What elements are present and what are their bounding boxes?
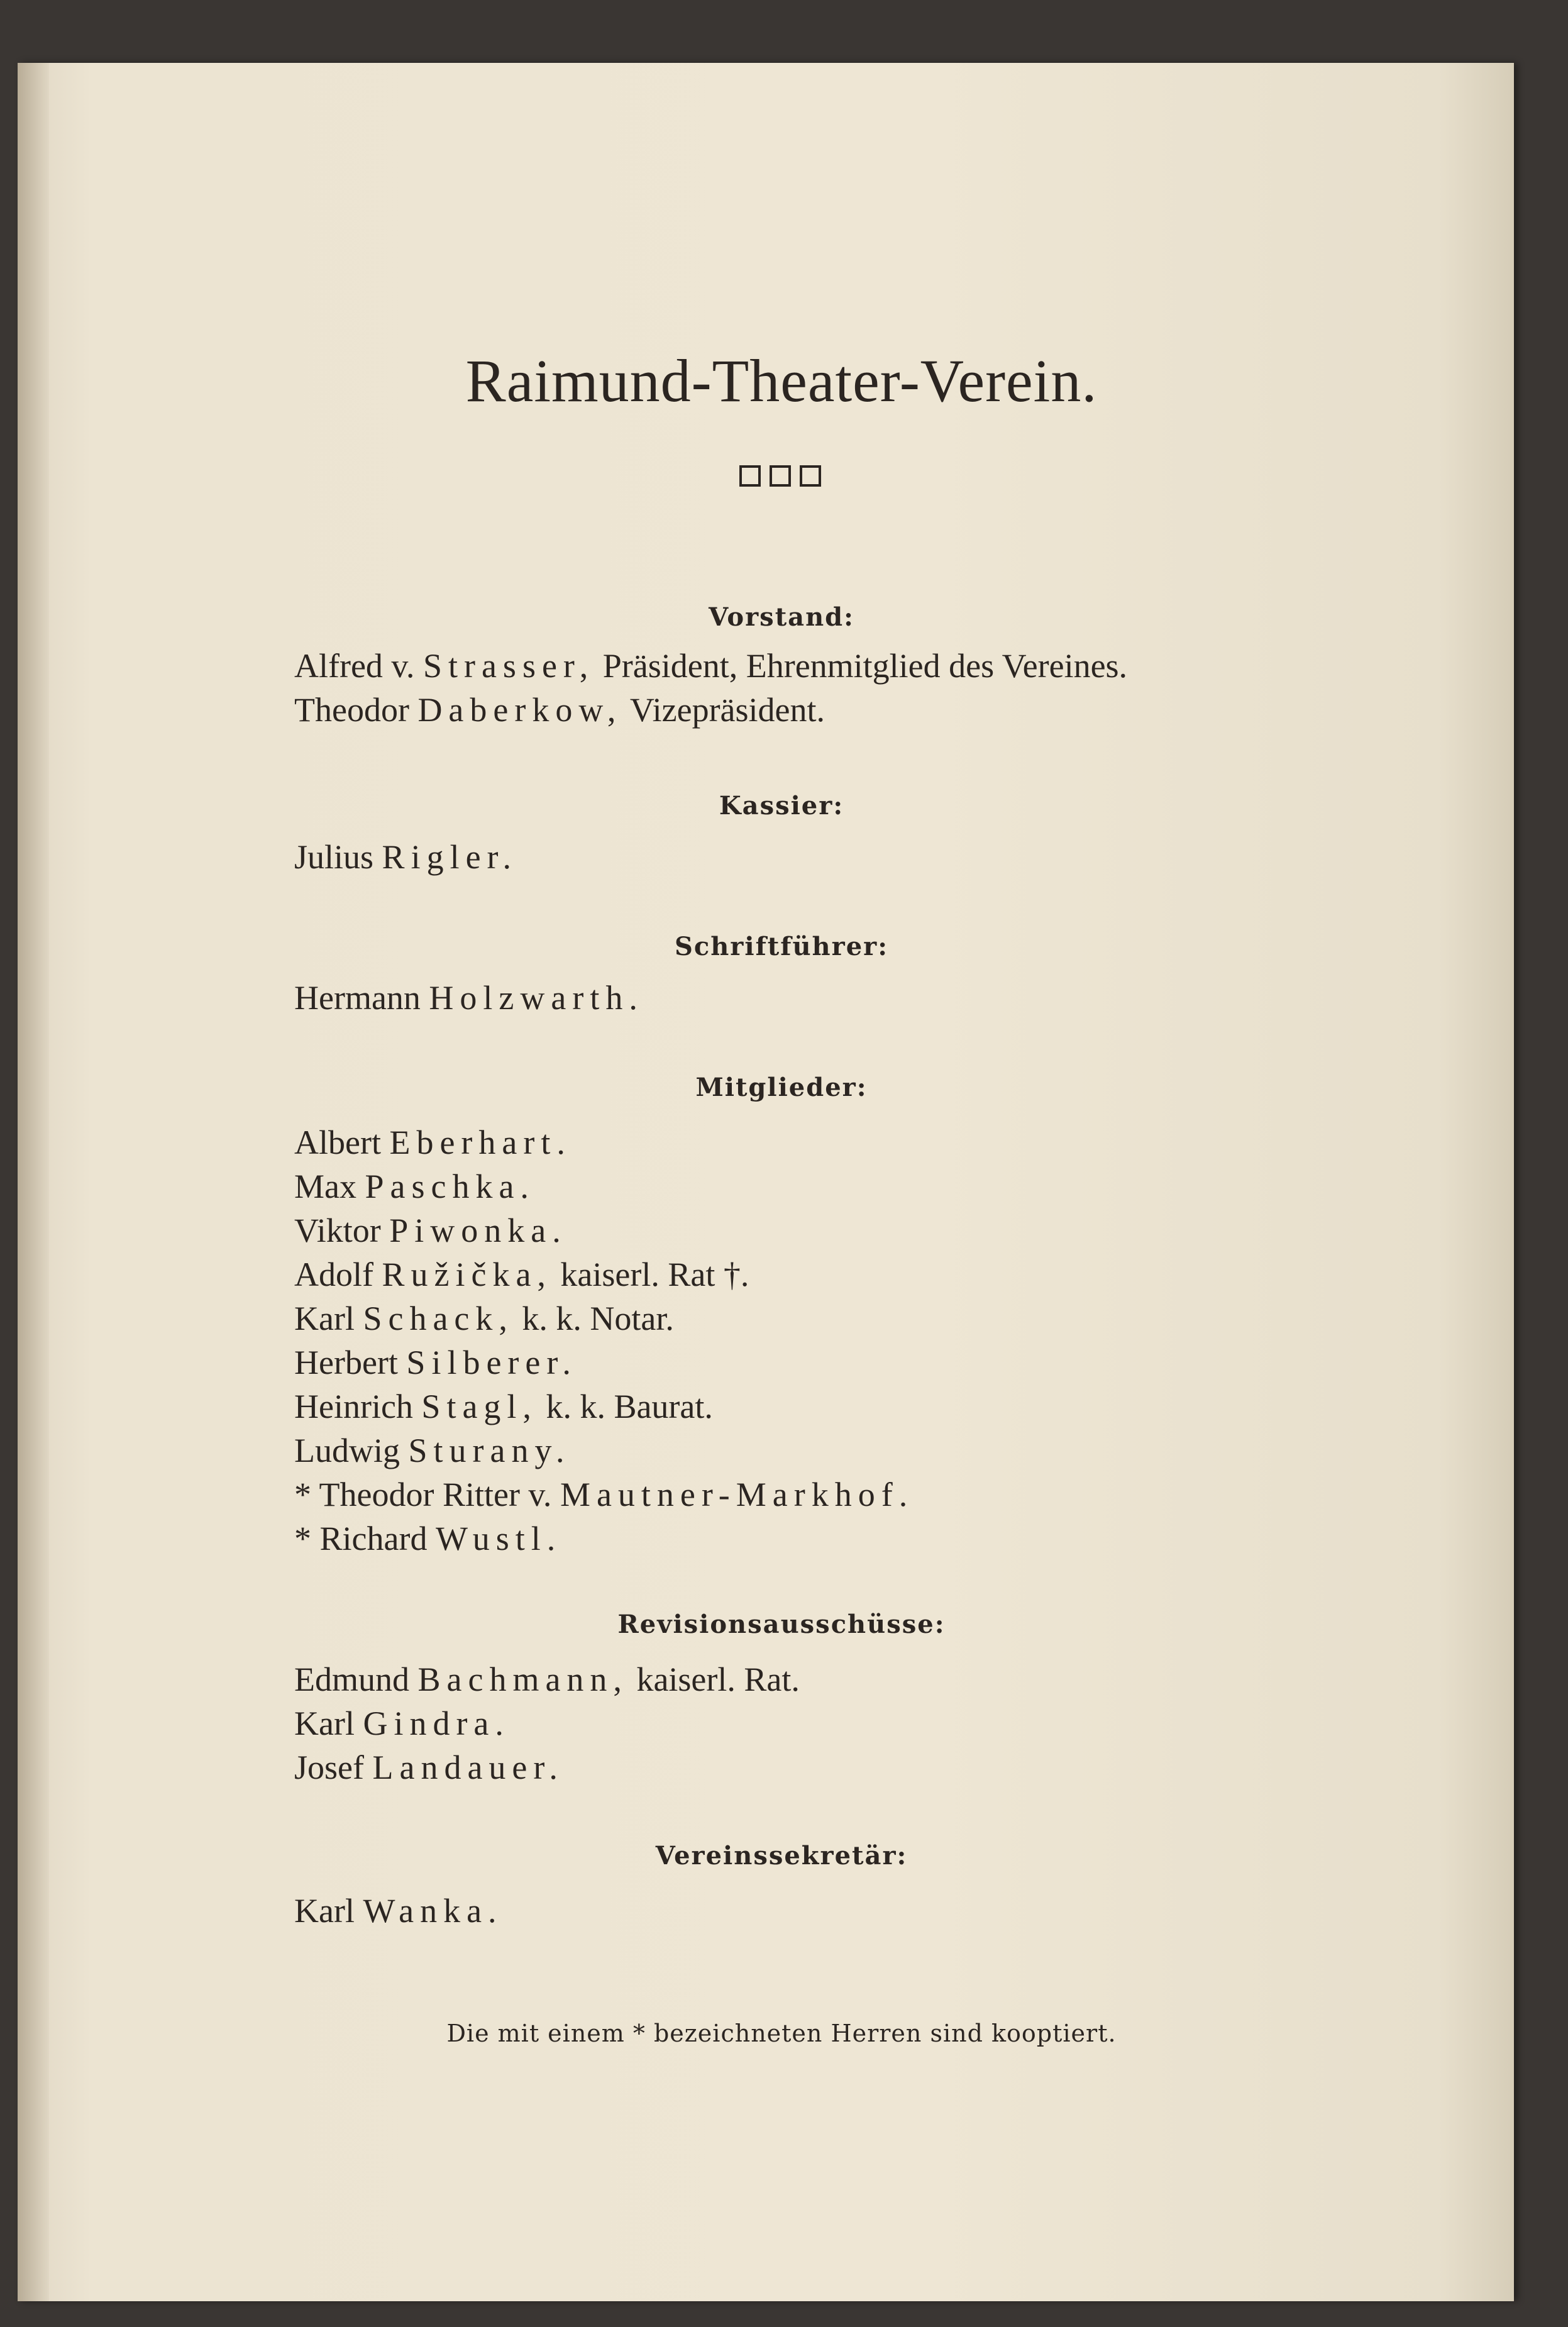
list-item: Alfred v. Strasser, Präsident, Ehrenmitglied des Vereines. <box>294 647 1128 685</box>
list-item: Karl Schack, k. k. Notar. <box>294 1300 674 1337</box>
list-item: Edmund Bachmann, kaiserl. Rat. <box>294 1661 800 1698</box>
list-item: * Richard Wustl. <box>294 1520 562 1557</box>
section-heading-schriftfuehrer: Schriftführer: <box>674 932 888 961</box>
section-heading-sekretaer: Vereinssekretär: <box>655 1841 908 1871</box>
list-item: Karl Wanka. <box>294 1892 503 1930</box>
section-heading-vorstand: Vorstand: <box>709 602 854 632</box>
page-content <box>18 63 1514 2301</box>
footnote: Die mit einem * bezeichneten Herren sind kooptiert. <box>446 2020 1117 2047</box>
ornament-square-icon <box>770 465 791 487</box>
ornament-squares <box>739 465 821 487</box>
list-item: Heinrich Stagl, k. k. Baurat. <box>294 1388 713 1425</box>
list-item: Julius Rigler. <box>294 838 518 876</box>
list-item: Herbert Silberer. <box>294 1344 577 1381</box>
list-item: Ludwig Sturany. <box>294 1432 571 1469</box>
list-item: Josef Landauer. <box>294 1749 564 1786</box>
list-item: Max Paschka. <box>294 1168 535 1205</box>
section-heading-mitglieder: Mitglieder: <box>695 1073 868 1102</box>
list-item: * Theodor Ritter v. Mautner-Markhof. <box>294 1476 914 1513</box>
section-heading-kassier: Kassier: <box>719 791 844 821</box>
list-item: Adolf Ružička, kaiserl. Rat †. <box>294 1256 749 1293</box>
ornament-square-icon <box>800 465 821 487</box>
ornament-square-icon <box>739 465 761 487</box>
section-heading-revision: Revisionsausschüsse: <box>617 1610 946 1639</box>
page-title: Raimund-Theater-Verein. <box>465 347 1098 414</box>
list-item: Viktor Piwonka. <box>294 1212 567 1249</box>
list-item: Albert Eberhart. <box>294 1124 571 1161</box>
document-page <box>18 63 1514 2301</box>
list-item: Hermann Holzwarth. <box>294 979 644 1017</box>
list-item: Karl Gindra. <box>294 1705 510 1742</box>
list-item: Theodor Daberkow, Vizepräsident. <box>294 691 825 729</box>
